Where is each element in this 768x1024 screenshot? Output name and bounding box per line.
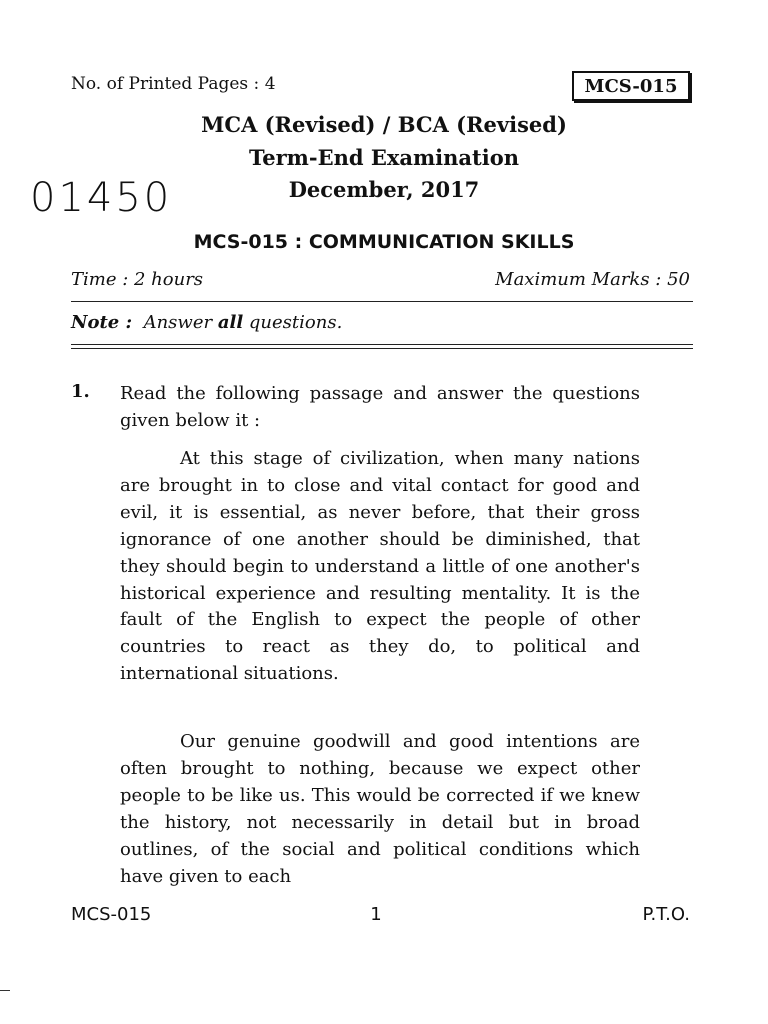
passage-paragraph: Our genuine goodwill and good intentions are often brought to nothing, because we expect other people to be like us. This would be corrected if we knew the history, not necessarily in detail but in broad outlines, of the social and political conditions which have given to each	[120, 731, 640, 887]
question-number: 1.	[71, 381, 90, 402]
divider	[71, 348, 693, 349]
please-turn-over: P.T.O.	[642, 904, 690, 925]
programme-title: MCA (Revised) / BCA (Revised)	[201, 112, 567, 137]
note-label: Note :	[71, 312, 133, 333]
passage-paragraph: At this stage of civilization, when many nations are brought in to close and vital contact for good and evil, it is essential, as never before, that their gross ignorance of one another should be diminished, that they should begin to understand a little of one another's historical experience and resulting mentality. It is the fault of the English to expect the people of other countries to react as they do, to political and international situations.	[120, 448, 640, 685]
subject-title: MCS-015 : COMMUNICATION SKILLS	[193, 231, 575, 253]
exam-date: December, 2017	[288, 177, 480, 202]
serial-number: 01450	[30, 175, 173, 221]
scan-edge-mark	[0, 990, 10, 991]
note-text-pre: Answer	[143, 312, 213, 333]
printed-pages-count: No. of Printed Pages : 4	[71, 74, 276, 94]
divider	[71, 344, 693, 345]
page-number: 1	[370, 904, 382, 925]
divider	[71, 301, 693, 302]
time-allowed: Time : 2 hours	[71, 269, 204, 290]
course-code-box: MCS-015	[572, 71, 690, 101]
exam-title: Term-End Examination	[248, 145, 519, 170]
note-text-emphasis: all	[217, 312, 244, 333]
note-text-post: questions.	[248, 312, 343, 333]
question-prompt: Read the following passage and answer the questions given below it :	[120, 383, 640, 431]
maximum-marks: Maximum Marks : 50	[495, 269, 690, 290]
footer-course-code: MCS-015	[71, 904, 152, 925]
instruction-note	[71, 312, 342, 333]
